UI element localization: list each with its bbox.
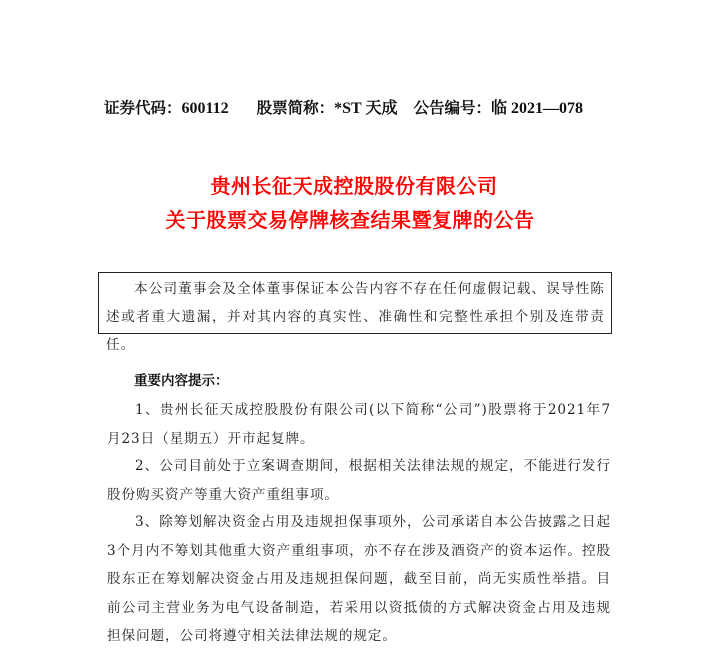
announcement-header xyxy=(104,95,624,118)
key-point-item-2: 2、公司目前处于立案调查期间，根据相关法律法规的规定，不能进行发行股份购买资产等重大资产重组事项。 xyxy=(107,458,611,503)
key-points-heading: 重要内容提示： xyxy=(134,373,229,389)
stock-abbr-label: 股票简称： xyxy=(256,99,335,117)
board-guarantee-text: 本公司董事会及全体董事保证本公告内容不存在任何虚假记载、误导性陈述或者重大遗漏，并对其内容的真实性、准确性和完整性承担个别及连带责任。 xyxy=(106,281,605,353)
stock-abbr: *ST 天成 xyxy=(334,100,398,117)
company-title: 贵州长征天成控股股份有限公司 xyxy=(210,174,498,198)
securities-code: 600112 xyxy=(181,100,229,117)
key-point-item-3: 3、除筹划解决资金占用及违规担保事项外，公司承诺自本公告披露之日起3个月内不筹划其他重大资产重组事项，亦不存在涉及酒资产的资本运作。控股股东正在筹划解决资金占用及违规担保问题，截至目前，尚无实质性举措。目前公司主营业务为电气设备制造，若采用以资抵债的方式解决资金占用及违规担保问题，公司将遵守相关法律法规的规定。 xyxy=(107,514,611,644)
key-point-item-1: 1、贵州长征天成控股股份有限公司(以下简称“公司”)股票将于2021年7月23日（星期五）开市起复牌。 xyxy=(107,402,611,447)
board-guarantee-notice-box xyxy=(98,272,612,353)
securities-code-label: 证券代码： xyxy=(104,99,182,117)
announcement-no: 临 2021—078 xyxy=(490,100,583,117)
announcement-subject-title: 关于股票交易停牌核查结果暨复牌的公告 xyxy=(165,208,535,232)
announcement-no-label: 公告编号： xyxy=(413,99,491,117)
